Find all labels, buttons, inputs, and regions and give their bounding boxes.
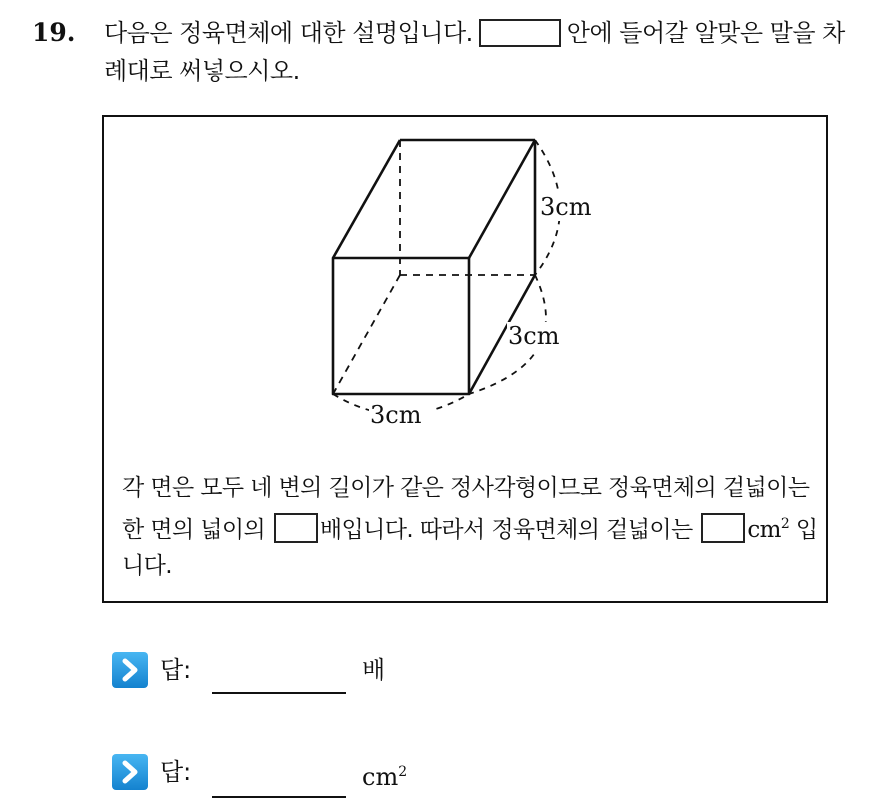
- explanation-part3: 입니다.: [122, 517, 818, 579]
- explanation-unit-exp: 2: [780, 516, 790, 532]
- explanation-unit-base: cm: [747, 517, 781, 543]
- explanation-text: [122, 470, 822, 584]
- answer-input-line-1[interactable]: [212, 692, 346, 694]
- explanation-part2: 배입니다. 따라서 정육면체의 겉넓이는: [319, 517, 693, 543]
- height-label: 3cm: [540, 193, 592, 221]
- answer-unit-1: [362, 655, 385, 685]
- depth-label: 3cm: [508, 322, 560, 350]
- answer-input-line-2[interactable]: [212, 796, 346, 798]
- cube-edge-top-right: [469, 140, 535, 258]
- answer-unit-1-base: 배: [362, 656, 386, 684]
- cube-edge-top-left: [333, 140, 400, 258]
- explanation-blank-1: [274, 513, 318, 543]
- answer-unit-2-base: cm: [362, 763, 399, 791]
- question-text-part1: 다음은 정육면체에 대한 설명입니다.: [104, 19, 473, 47]
- cube-hidden-edge-diagonal: [333, 275, 400, 394]
- answer-unit-2-exp: 2: [398, 764, 408, 780]
- cube-front-face: [333, 258, 469, 394]
- chevron-right-icon: [112, 754, 148, 790]
- answer-unit-2: [362, 757, 407, 792]
- width-label: 3cm: [370, 401, 422, 429]
- explanation-blank-2: [701, 513, 745, 543]
- explanation-part1: 각 면은 모두 네 변의 길이가 같은 정사각형이므로 정육면체의 겉넓이는 한 면의 넓이의: [122, 475, 810, 543]
- chevron-right-icon: [112, 652, 148, 688]
- explanation-unit: [747, 517, 789, 543]
- question-number: 19.: [32, 18, 76, 47]
- answer-label-2: 답:: [160, 758, 192, 786]
- question-text-part2: 안에 들어갈 알맞은 말을 차례대로 써넣으시오.: [104, 19, 845, 85]
- answer-label-1: 답:: [160, 656, 192, 684]
